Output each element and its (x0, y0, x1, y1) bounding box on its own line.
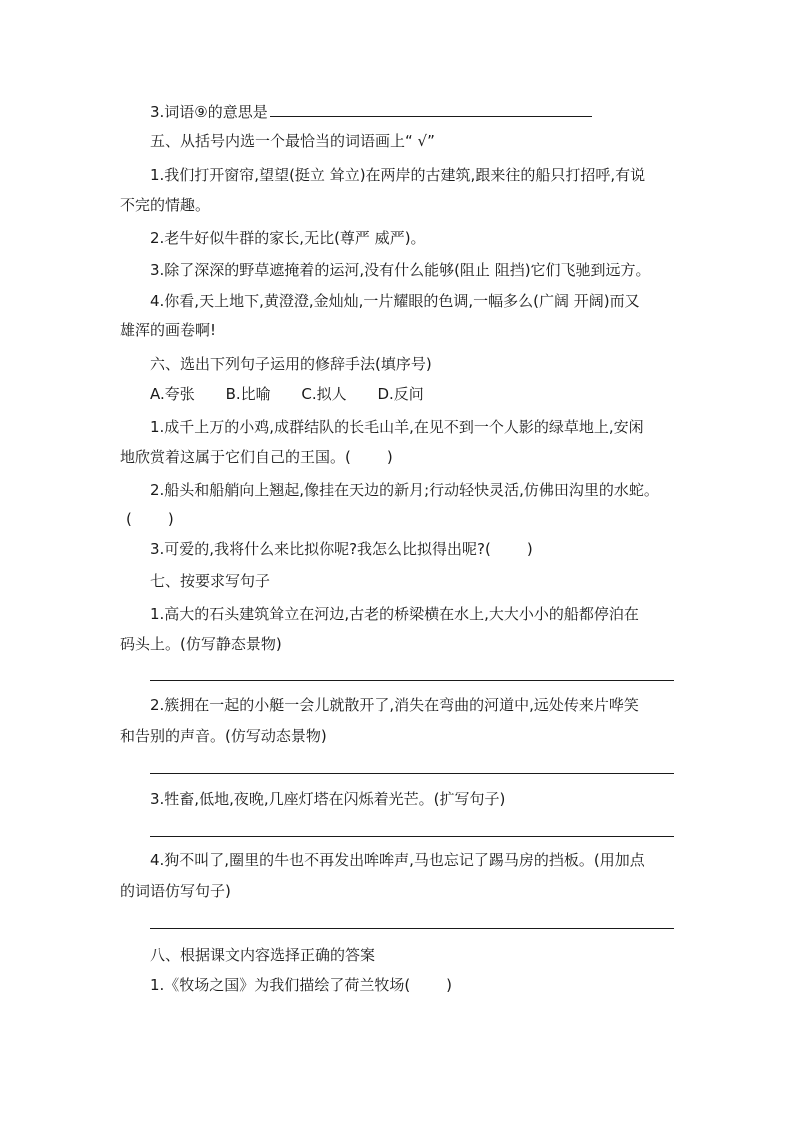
sec5-item-3: 3.除了深深的野草遮掩着的运河,没有什么能够(阻止 阻挡)它们飞驰到远方。 (150, 261, 651, 279)
sec7-item-1-line-1: 1.高大的石头建筑耸立在河边,古老的桥梁横在水上,大大小小的船都停泊在 (150, 605, 639, 623)
sec5-item-2: 2.老牛好似牛群的家长,无比(尊严 威严)。 (150, 229, 426, 247)
rhetoric-options (150, 384, 680, 404)
option-a: A.夸张 (150, 385, 195, 403)
sec7-item-2-line-1: 2.簇拥在一起的小艇一会儿就散开了,消失在弯曲的河道中,远处传来片哗笑 (150, 696, 639, 714)
section-8-title: 八、根据课文内容选择正确的答案 (150, 946, 376, 964)
sec7-item-1-line-2: 码头上。(仿写静态景物) (120, 635, 282, 653)
answer-line-1[interactable] (150, 680, 674, 681)
close-paren: ) (526, 540, 533, 558)
sec6-item-3-text: 3.可爱的,我将什么来比拟你呢?我怎么比拟得出呢?( (150, 540, 491, 558)
sec6-item-3 (150, 539, 680, 559)
question-text: 3.词语⑨的意思是 (150, 103, 268, 121)
sec7-item-3: 3.牲畜,低地,夜晚,几座灯塔在闪烁着光芒。(扩写句子) (150, 790, 506, 808)
sec6-item-1-line-1: 1.成千上万的小鸡,成群结队的长毛山羊,在见不到一个人影的绿草地上,安闲 (150, 418, 644, 436)
sec7-item-4-line-1: 4.狗不叫了,圈里的牛也不再发出哞哞声,马也忘记了踢马房的挡板。(用加点 (150, 851, 645, 869)
option-d: D.反问 (377, 385, 424, 403)
sec6-item-2-line-2 (126, 509, 686, 529)
answer-line-3[interactable] (150, 836, 674, 837)
option-b: B.比喻 (225, 385, 271, 403)
sec7-item-2-line-2: 和告别的声音。(仿写动态景物) (120, 727, 327, 745)
close-paren: ) (386, 448, 393, 466)
answer-blank[interactable] (270, 102, 592, 117)
section-7-title: 七、按要求写句子 (150, 572, 271, 590)
close-paren: ) (167, 510, 174, 528)
answer-line-2[interactable] (150, 773, 674, 774)
sec6-item-1-line-2 (120, 447, 680, 467)
option-c: C.拟人 (301, 385, 347, 403)
section-6-title: 六、选出下列句子运用的修辞手法(填序号) (150, 355, 432, 373)
sec8-item-1 (150, 975, 680, 995)
close-paren: ) (446, 976, 453, 994)
sec6-item-1-text: 地欣赏着这属于它们自己的王国。( (120, 448, 351, 466)
sec5-item-1-line-1: 1.我们打开窗帘,望望(挺立 耸立)在两岸的古建筑,跟来往的船只打招呼,有说 (150, 166, 646, 184)
open-paren: ( (126, 510, 132, 528)
sec6-item-2-line-1: 2.船头和船艄向上翘起,像挂在天边的新月;行动轻快灵活,仿佛田沟里的水蛇。 (150, 481, 659, 499)
sec7-item-4-line-2: 的词语仿写句子) (120, 882, 231, 900)
sec5-item-4-line-1: 4.你看,天上地下,黄澄澄,金灿灿,一片耀眼的色调,一幅多么(广阔 开阔)而又 (150, 292, 640, 310)
answer-line-4[interactable] (150, 928, 674, 929)
question-word-meaning (150, 102, 680, 122)
section-5-title: 五、从括号内选一个最恰当的词语画上“ √” (150, 132, 435, 150)
sec5-item-4-line-2: 雄浑的画卷啊! (120, 321, 217, 339)
sec5-item-1-line-2: 不完的情趣。 (120, 196, 211, 214)
sec8-item-1-text: 1.《牧场之国》为我们描绘了荷兰牧场( (150, 976, 411, 994)
